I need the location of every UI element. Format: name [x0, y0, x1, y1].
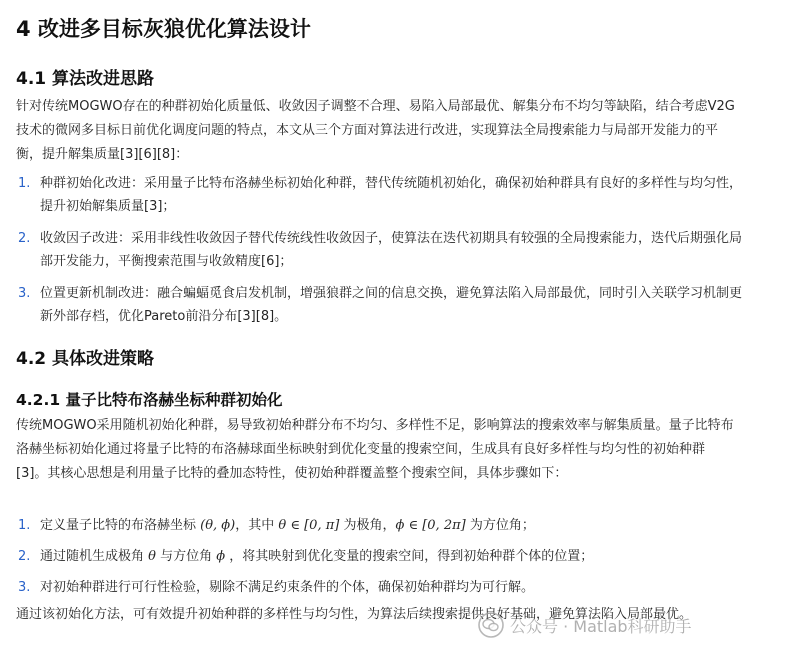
steps-list — [16, 514, 746, 599]
math-expression: (θ, ϕ) — [200, 518, 236, 533]
list-text: 通过随机生成极角 — [40, 549, 149, 564]
section-heading-4-2-1: 4.2.1 量子比特布洛赫坐标种群初始化 — [16, 391, 283, 409]
watermark — [478, 612, 692, 638]
list-text: 为方位角； — [465, 518, 535, 533]
list-number: 1. — [18, 176, 31, 191]
list-item — [16, 576, 746, 599]
section-4-2-1-outro: 通过该初始化方法，可有效提升初始种群的多样性与均匀性，为算法后续搜索提供良好基础，避免算法陷入局部最优。 — [16, 607, 693, 622]
list-number: 3. — [18, 286, 31, 301]
page-title: 4 改进多目标灰狼优化算法设计 — [16, 17, 311, 41]
improvement-list — [16, 172, 746, 328]
list-item — [16, 514, 746, 537]
list-text: 为极角， — [339, 518, 396, 533]
section-heading-4-1: 4.1 算法改进思路 — [16, 69, 155, 89]
list-number: 1. — [18, 518, 31, 533]
list-item — [16, 282, 746, 328]
list-number: 3. — [18, 580, 31, 595]
list-item — [16, 545, 746, 568]
wechat-official-account-icon — [478, 612, 504, 638]
section-4-2-1-intro: 传统MOGWO采用随机初始化种群，易导致初始种群分布不均匀、多样性不足，影响算法的搜索效率与解集质量。量子比特布洛赫坐标初始化通过将量子比特的布洛赫球面坐标映射到优化变量的搜索空间，生成具有良好多样性与均匀性的初始种群[3]。其核心思想是利用量子比特的叠加态特性，使初始种群覆盖整个搜索空间，具体步骤如下： — [16, 418, 734, 481]
list-text: 与方位角 — [155, 549, 217, 564]
list-text: 种群初始化改进：采用量子比特布洛赫坐标初始化种群，替代传统随机初始化，确保初始种群具有良好的多样性与均匀性，提升初始解集质量[3]； — [40, 176, 743, 214]
math-expression: θ ∈ [0, π] — [278, 518, 340, 533]
list-text: 收敛因子改进：采用非线性收敛因子替代传统线性收敛因子，使算法在迭代初期具有较强的全局搜索能力，迭代后期强化局部开发能力，平衡搜索范围与收敛精度[6]； — [40, 231, 743, 269]
list-text: 定义量子比特的布洛赫坐标 — [40, 518, 201, 533]
math-expression: ϕ — [216, 549, 226, 564]
list-number: 2. — [18, 231, 31, 246]
list-text: 对初始种群进行可行性检验，剔除不满足约束条件的个体，确保初始种群均为可行解。 — [40, 580, 535, 595]
list-number: 2. — [18, 549, 31, 564]
list-item — [16, 172, 746, 218]
list-text: ，其中 — [235, 518, 279, 533]
list-item — [16, 227, 746, 273]
list-text: ，将其映射到优化变量的搜索空间，得到初始种群个体的位置； — [225, 549, 594, 564]
section-heading-4-2: 4.2 具体改进策略 — [16, 349, 155, 369]
section-4-1-intro: 针对传统MOGWO存在的种群初始化质量低、收敛因子调整不合理、易陷入局部最优、解集分布不均匀等缺陷，结合考虑V2G技术的微网多目标日前优化调度问题的特点，本文从三个方面对算法进行改进，实现算法全局搜索能力与局部开发能力的平衡，提升解集质量[3][6][8]： — [16, 99, 735, 162]
list-text: 位置更新机制改进：融合蝙蝠觅食启发机制，增强狼群之间的信息交换，避免算法陷入局部最优，同时引入关联学习机制更新外部存档，优化Pareto前沿分布[3][8]。 — [40, 286, 743, 324]
math-expression: θ — [148, 549, 156, 564]
math-expression: ϕ ∈ [0, 2π] — [395, 518, 466, 533]
watermark-text: 公众号 · Matlab科研助手 — [510, 616, 692, 636]
